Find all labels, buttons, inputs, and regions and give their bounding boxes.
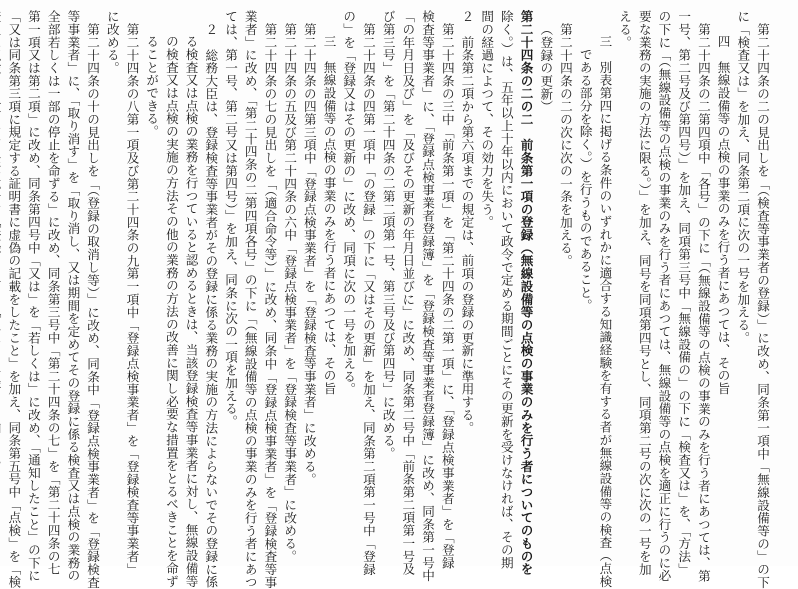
text-line: 第二十四条の二第四項中「各号」の下に「（無線設備等の点検の事業のみを行う者にあつては、第 bbox=[695, 22, 711, 582]
text-line: 除く。）は、五年以上十年以内において政令で定める期間ごとにその更新を受けなければ、その期 bbox=[498, 10, 514, 570]
text-line: び第三号」を「第二十四条の二第二項第一号、第三号及び第四号」に改める。 bbox=[380, 10, 396, 460]
text-line: ることができる。 bbox=[144, 35, 160, 138]
text-line: 「の年月日及び」を「及びその更新の年月日並びに」に改め、同条第二号中「前条第二項第一号及 bbox=[400, 10, 416, 576]
text-line: 「又は同条第三項に規定する証明書に虚偽の記載をしたこと」を加え、同条第五号中「点検」を「検 bbox=[6, 10, 22, 589]
text-line: 全部若しくは一部の停止を命ずる」に改め、同条第三号中「第二十四条の七」を「第二十四条の七 bbox=[45, 10, 61, 576]
text-line: 間の経過によつて、その効力を失う。 bbox=[479, 10, 495, 229]
text-line: 第二十四条の二の二 前条第一項の登録（無線設備等の点検の事業のみを行う者についてのものを bbox=[518, 10, 534, 576]
text-line: る検査又は点検の業務を行つていると認めるときは、当該登録検査等事業者に対し、無線設備等 bbox=[183, 35, 199, 588]
text-line: （登録の更新） bbox=[538, 22, 554, 113]
text-line: 三 別表第四に掲げる条件のいずれかに適合する知識経験を有する者が無線設備等の検査（点検 bbox=[597, 35, 613, 588]
text-line: 検査等事業者」に、「登録点検事業者登録簿」を「登録検査等事業者登録簿」に改め、同条第一号中 bbox=[420, 10, 436, 582]
text-line: 第二十四条の二の次に次の一条を加える。 bbox=[557, 22, 573, 267]
text-line: 第二十四条の四第三項中「登録点検事業者」を「登録検査等事業者」に改める。 bbox=[301, 22, 317, 486]
text-line: 第二十四条の三中「前条第一項」を「第二十四条の二第一項」に、「登録点検事業者」を「登録 bbox=[439, 22, 455, 569]
text-line: 三 無線設備等の点検の事業のみを行う者にあつては、その旨 bbox=[321, 35, 337, 395]
text-line: 第二十四条の四第一項中「の登録」の下に「又はその更新」を加え、同条第二項第一号中「登録 bbox=[360, 22, 376, 576]
text-line: ２ 前条第二項から第六項までの規定は、前項の登録の更新に準用する。 bbox=[459, 10, 475, 435]
text-line: の下に「（無線設備等の点検の事業のみを行う者にあつては、無線設備等の点検を適正に行うのに必 bbox=[656, 10, 672, 582]
text-line: ２ 総務大臣は、登録検査等事業者がその登録に係る業務の実施の方法によらないでその登録に係 bbox=[203, 22, 219, 588]
text-line: に改める。 bbox=[104, 10, 120, 75]
text-line: 要な業務の実施の方法に限る。）」を加え、同号を同項第四号とし、同項第二号の次に次の一号を加 bbox=[636, 10, 652, 576]
text-line: 第二十四条の二の見出しを「（検査等事業者の登録）」に改め、同条第一項中「無線設備等の」の下 bbox=[755, 22, 770, 589]
text-line: に「検査又は」を加え、同条第二項に次の一号を加える。 bbox=[735, 10, 751, 345]
text-line: の検査又は点検の実施の方法その他の業務の方法の改善に関し必要な措置をとるべきことを命ず bbox=[163, 35, 179, 588]
text-line: 四 無線設備等の点検の事業のみを行う者にあつては、その旨 bbox=[715, 35, 731, 395]
text-line: 第二十四条の五及び第二十四条の六中「登録点検事業者」を「登録検査等事業者」に改める。 bbox=[282, 22, 298, 563]
vertical-text-body bbox=[0, 10, 772, 589]
text-line: の」を「登録又はその更新の」に改め、同項に次の一号を加える。 bbox=[341, 10, 357, 396]
text-line: 第一項又は第二項」に改め、同条第四号中「又は」を「若しくは」に改め、「通知したこと」の下に bbox=[25, 10, 41, 582]
text-line: える。 bbox=[617, 10, 633, 49]
text-line: である部分を除く。）を行うものであること。 bbox=[577, 47, 593, 312]
text-line: ては、第一号、第二号又は第四号）」を加え、同条に次の一項を加える。 bbox=[223, 10, 239, 428]
text-line: 第二十四条の七の見出しを「（適合命令等）」に改め、同条中「登録点検事業者」を「登録検査等事 bbox=[262, 22, 278, 589]
text-line: 等事業者」に、「取り消す」を「取り消し、又は期間を定めてその登録に係る検査又は点検の業務の bbox=[65, 10, 81, 582]
text-line: 一号、第二号及び第四号）」を加え、同項第三号中「無線設備の」の下に「検査又は」を、「方法」 bbox=[676, 10, 692, 576]
text-line: 業者」に改め、「第二十四条の二第四項各号」の下に「（無線設備等の点検の事業のみを行う者にあつ bbox=[242, 10, 258, 589]
text-line: 第二十四条の八第一項及び第二十四条の九第一項中「登録点検事業者」を「登録検査等事業者」 bbox=[124, 22, 140, 576]
text-line: 第二十四条の十の見出しを「（登録の取消し等）」に改め、同条中「登録点検事業者」を「登録検査 bbox=[85, 22, 101, 589]
